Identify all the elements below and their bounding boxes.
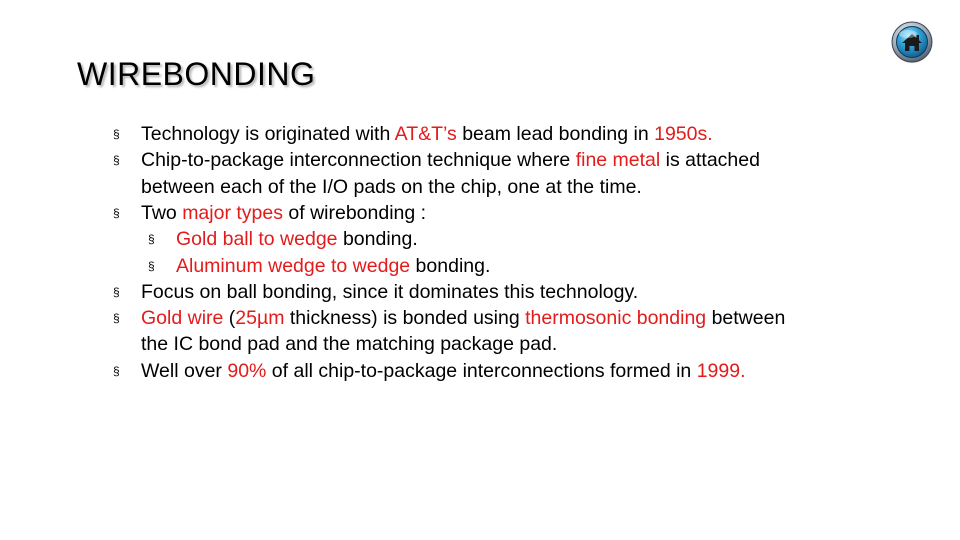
bullet-text-line: [141, 121, 713, 147]
bullet-text-line: [141, 279, 638, 305]
text-segment: the IC bond pad and the matching package pad.: [141, 333, 558, 356]
bullet-marker: §: [113, 205, 120, 220]
highlighted-text: 90%: [227, 359, 267, 382]
text-segment: bonding.: [410, 254, 491, 277]
text-segment: between: [706, 307, 786, 330]
slide-title: WIREBONDING: [77, 56, 316, 92]
text-segment: beam lead bonding in: [456, 123, 655, 145]
highlighted-text: Aluminum wedge to wedge: [176, 254, 411, 277]
highlighted-text: thermosonic bonding: [525, 307, 707, 330]
highlighted-text: 1950s.: [654, 123, 713, 145]
bullet-marker: §: [148, 232, 155, 247]
highlighted-text: Gold wire: [141, 307, 224, 330]
bullet-marker: §: [113, 311, 120, 326]
bullet-text-line: [141, 331, 557, 357]
bullet-marker: §: [148, 258, 155, 273]
bullet-marker: §: [113, 153, 120, 168]
bullet-text-line: [141, 358, 746, 384]
text-segment: of all chip-to-package interconnections formed in: [266, 359, 697, 382]
highlighted-text: 25µm: [235, 307, 285, 330]
highlighted-text: 1999.: [696, 359, 746, 382]
bullet-marker: §: [113, 363, 120, 378]
bullet-text-line: [141, 200, 426, 226]
text-segment: Two: [141, 201, 183, 224]
bullet-text-line: [176, 253, 490, 279]
text-segment: Chip-to-package interconnection technique where: [141, 149, 576, 172]
highlighted-text: major types: [182, 201, 283, 224]
text-segment: bonding.: [337, 228, 418, 251]
bullet-text-line: [141, 147, 760, 173]
text-segment: between each of the I/O pads on the chip, one at the time.: [141, 175, 642, 198]
highlighted-text: fine metal: [575, 149, 661, 172]
highlighted-text: AT&T’s: [394, 123, 457, 145]
text-segment: thickness) is bonded using: [284, 307, 526, 330]
bullet-text-line: [141, 305, 785, 331]
text-segment: (: [223, 307, 236, 330]
text-segment: is attached: [660, 149, 760, 172]
bullet-marker: §: [113, 284, 120, 299]
text-segment: of wirebonding :: [282, 201, 427, 224]
bullet-text-line: [176, 226, 418, 252]
bullet-marker: §: [113, 127, 120, 141]
text-segment: Technology is originated with: [141, 123, 395, 145]
highlighted-text: Gold ball to wedge: [176, 228, 338, 251]
bullet-text-line: [141, 174, 642, 200]
text-segment: Well over: [141, 359, 228, 382]
text-segment: Focus on ball bonding, since it dominates this technology.: [141, 280, 639, 303]
